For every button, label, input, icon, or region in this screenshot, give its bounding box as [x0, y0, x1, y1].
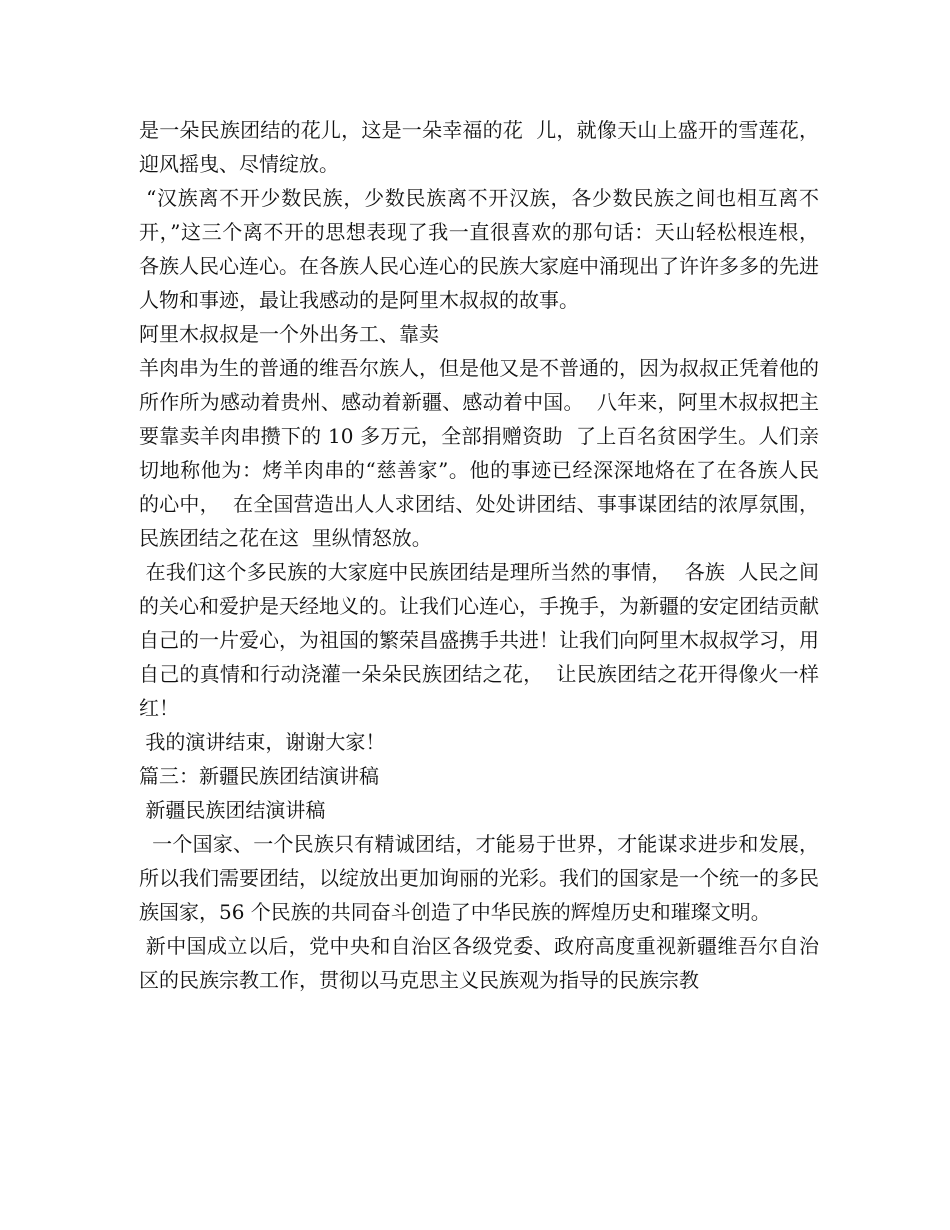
- paragraph-1: 是一朵民族团结的花儿，这是一朵幸福的花 儿，就像天山上盛开的雪莲花，迎风摇曳、尽情绽放。: [139, 118, 819, 176]
- paragraph-4: 羊肉串为生的普通的维吾尔族人，但是他又是不普通的，因为叔叔正凭着他的所作所为感动着贵州、感动着新疆、感动着中国。 八年来，阿里木叔叔把主要靠卖羊肉串攒下的 10 多万元，全部捐赠资助 了上百名贫困学生。人们亲切地称他为：烤羊肉串的“慈善家”。他的事迹已经深深地烙在了在各族人民的心中， 在全国营造出人人求团结、处处讲团结、事事谋团结的浓厚氛围，民族团结之花在这 里纵情怒放。: [139, 356, 819, 550]
- paragraph-3: 阿里木叔叔是一个外出务工、靠卖: [139, 322, 439, 346]
- document-body: [139, 113, 819, 997]
- paragraph-5: 在我们这个多民族的大家庭中民族团结是理所当然的事情， 各族 人民之间的关心和爱护是天经地义的。让我们心连心，手挽手，为新疆的安定团结贡献自己的一片爱心，为祖国的繁荣昌盛携手共进！让我们向阿里木叔叔学习，用自己的真情和行动浇灌一朵朵民族团结之花， 让民族团结之花开得像火一样红！: [139, 560, 819, 720]
- section-subtitle: 新疆民族团结演讲稿: [139, 798, 326, 822]
- paragraph-6: 我的演讲结束，谢谢大家！: [139, 730, 386, 754]
- paragraph-2: “汉族离不开少数民族，少数民族离不开汉族，各少数民族之间也相互离不开，”这三个离不开的思想表现了我一直很喜欢的那句话：天山轻松根连根，各族人民心连心。在各族人民心连心的民族大家庭中涌现出了许许多多的先进人物和事迹，最让我感动的是阿里木叔叔的故事。: [139, 186, 819, 312]
- paragraph-7: 一个国家、一个民族只有精诚团结，才能易于世界，才能谋求进步和发展，所以我们需要团结，以绽放出更加询丽的光彩。我们的国家是一个统一的多民族国家，56 个民族的共同奋斗创造了中华民族的辉煌历史和璀璨文明。: [139, 832, 820, 924]
- paragraph-8: 新中国成立以后，党中央和自治区各级党委、政府高度重视新疆维吾尔自治区的民族宗教工作，贯彻以马克思主义民族观为指导的民族宗教: [139, 934, 820, 992]
- section-heading: 篇三：新疆民族团结演讲稿: [139, 764, 379, 788]
